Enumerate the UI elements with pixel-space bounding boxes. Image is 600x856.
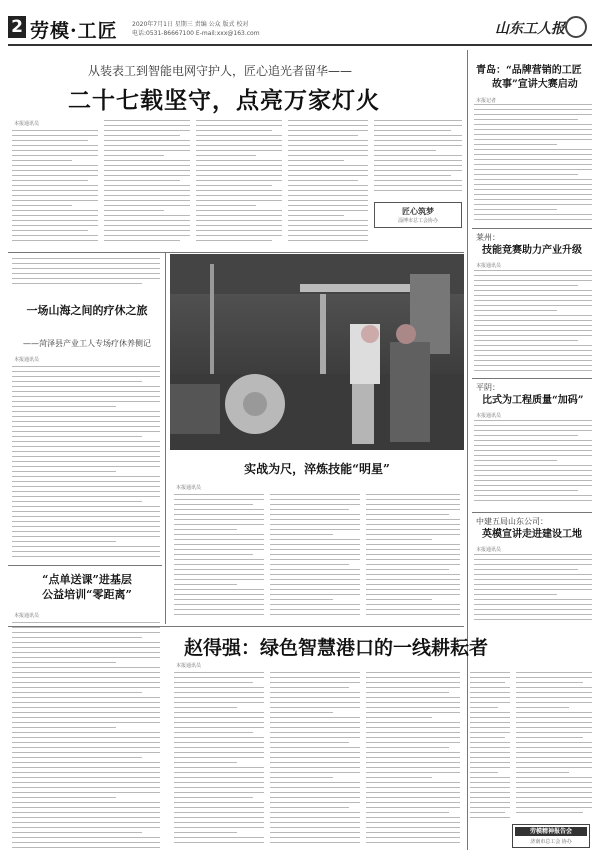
item4-title: 英模宣讲走进建设工地 bbox=[482, 529, 582, 540]
right-rule-1 bbox=[472, 228, 592, 229]
header-meta-line1: 2020年7月1日 星期三 责编 公众 版式 校对 bbox=[132, 21, 249, 28]
logo-seal-icon bbox=[565, 16, 587, 38]
zhao-body-col2 bbox=[270, 672, 360, 850]
item3-kicker: 平阴： bbox=[476, 383, 500, 392]
item2-byline: 本报通讯员 bbox=[476, 263, 502, 269]
masthead-rule bbox=[8, 44, 592, 46]
zhao-body-col3 bbox=[366, 672, 460, 850]
qingdao-byline: 本报记者 bbox=[476, 98, 497, 104]
photo-article-col2 bbox=[270, 494, 360, 622]
mountain-title: 一场山海之间的疗休之旅 bbox=[26, 304, 148, 317]
item2-kicker: 莱州： bbox=[476, 233, 500, 242]
mountain-byline: 本报通讯员 bbox=[14, 357, 40, 363]
zhao-byline: 本报通讯员 bbox=[176, 663, 202, 669]
lead-body-col5 bbox=[374, 120, 462, 198]
item4-byline: 本报通讯员 bbox=[476, 547, 502, 553]
qingdao-title-line1: 青岛：“品牌营销的工匠 bbox=[476, 65, 582, 76]
lead-body-col3 bbox=[196, 120, 282, 248]
column-badge-box bbox=[512, 824, 590, 848]
lead-body-col2 bbox=[104, 120, 190, 248]
classroom-top-rule bbox=[8, 565, 162, 566]
qingdao-title-line2: 故事”宣讲大赛启动 bbox=[492, 79, 578, 90]
photo-article-col1 bbox=[174, 494, 264, 622]
right-column-rule bbox=[467, 50, 468, 850]
workshop-photo bbox=[170, 254, 464, 450]
item3-title: 比式为工程质量“加码” bbox=[482, 395, 584, 406]
photo-article-byline: 本报通讯员 bbox=[176, 485, 202, 491]
column-logo-title: 匠心筑梦 bbox=[402, 206, 434, 216]
lead-headline: 二十七载坚守，点亮万家灯火 bbox=[68, 87, 380, 114]
left-column-rule bbox=[165, 252, 166, 624]
qingdao-body bbox=[474, 104, 592, 224]
lead-bottom-rule bbox=[8, 252, 464, 253]
right-rule-3 bbox=[472, 512, 592, 513]
header-meta bbox=[132, 20, 260, 38]
classroom-body bbox=[12, 622, 160, 852]
zhao-body-col5 bbox=[516, 672, 592, 818]
photo-article-col3 bbox=[366, 494, 460, 622]
zhao-headline: 赵得强：绿色智慧港口的一线耕耘者 bbox=[184, 637, 489, 659]
zhao-body-col1 bbox=[174, 672, 264, 850]
item3-byline: 本报通讯员 bbox=[476, 413, 502, 419]
column-logo-sub: 淄博市总工会协办 bbox=[397, 218, 438, 224]
newspaper-logo: 山东工人报 bbox=[495, 21, 565, 37]
zhao-body-col4 bbox=[470, 672, 510, 850]
item4-kicker: 中建五局山东公司： bbox=[476, 517, 548, 526]
page-number: 2 bbox=[8, 16, 26, 38]
lead-body-col4 bbox=[288, 120, 368, 248]
classroom-title: “点单送课”进基层 公益培训“零距离” bbox=[42, 573, 132, 601]
header-meta-line2: 电话:0531-86667100 E-mail:xxx@163.com bbox=[132, 30, 260, 37]
workshop-photo-image bbox=[170, 254, 464, 450]
column-logo-box bbox=[374, 202, 462, 228]
classroom-byline: 本报通讯员 bbox=[14, 613, 40, 619]
section-title: 劳模·工匠 bbox=[30, 20, 118, 42]
column-badge-sub: 济南市总工会 协办 bbox=[530, 839, 572, 845]
mountain-subtitle: ——菏泽县产业工人专场疗休养侧记 bbox=[23, 339, 151, 348]
masthead bbox=[0, 0, 600, 46]
item2-title: 技能竞赛助力产业升级 bbox=[482, 245, 582, 256]
editor-note bbox=[12, 258, 160, 288]
photo-caption-title: 实战为尺，淬炼技能“明星” bbox=[244, 462, 390, 476]
item4-body bbox=[474, 554, 592, 624]
item3-body bbox=[474, 420, 592, 508]
item2-body bbox=[474, 270, 592, 374]
right-rule-2 bbox=[472, 378, 592, 379]
mountain-body bbox=[12, 366, 160, 560]
column-badge-title: 劳模精神报告会 bbox=[515, 827, 587, 836]
lead-byline: 本报通讯员 bbox=[14, 121, 40, 127]
lead-body-col1 bbox=[12, 130, 98, 248]
lead-kicker: 从装表工到智能电网守护人，匠心追光者留华—— bbox=[88, 64, 353, 78]
